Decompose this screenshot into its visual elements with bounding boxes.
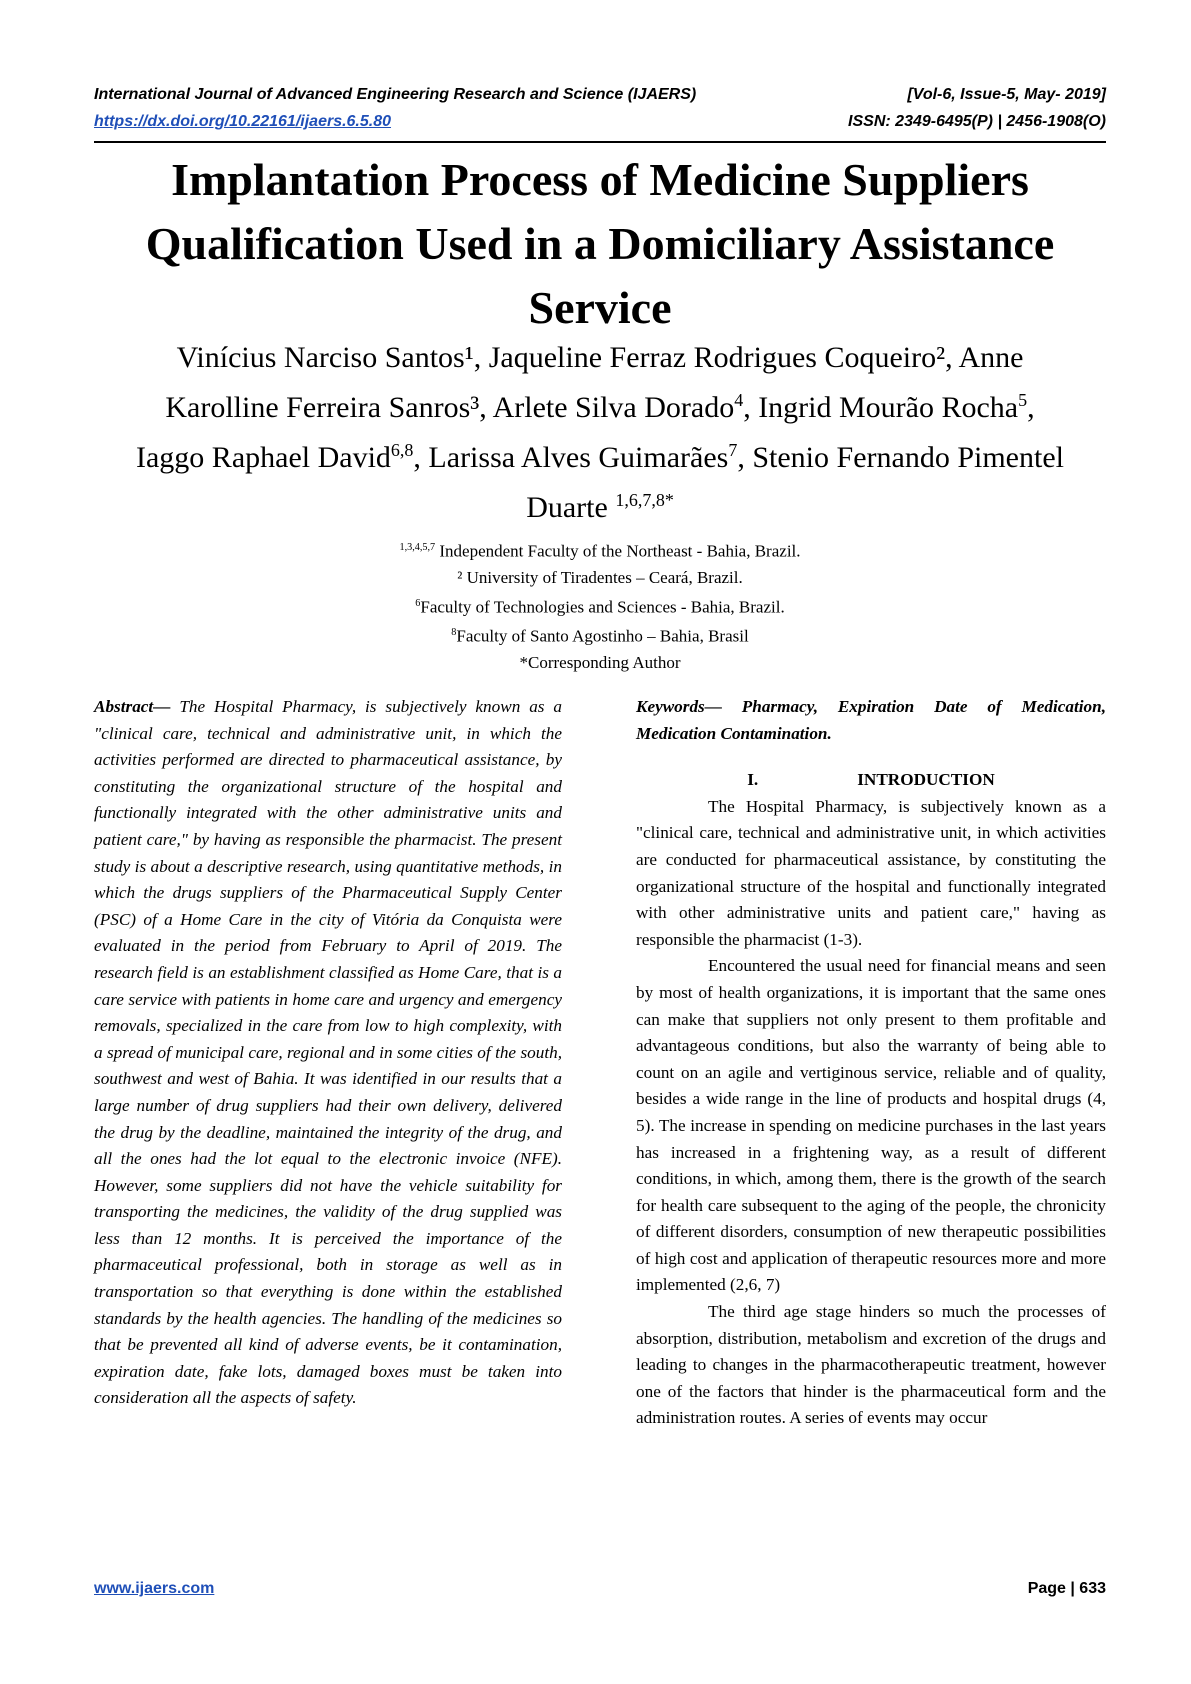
doi-link[interactable]: https://dx.doi.org/10.22161/ijaers.6.5.80 [94, 113, 392, 130]
abstract-text: The Hospital Pharmacy, is subjectively known as a "clinical care, technical and administrative unit, in which the activities performed are directed to pharmaceutical assistance, by constituting the organizational structure of the hospital and functionally integrated with the other administrative units and patient care," by having as responsible the pharmacist. The present study is about a descriptive research, using quantitative methods, in which the drugs suppliers of the Pharmaceutical Supply Center (PSC) of a Home Care in the city of Vitória da Conquista were evaluated in the period from February to April of 2019. The research field is an establishment classified as Home Care, that is a care service with patients in home care and urgency and emergency removals, specialized in the care from low to high complexity, with a spread of municipal care, regional and in some cities of the south, southwest and west of Bahia. It was identified in our results that a large number of drug suppliers had their own delivery, delivered the drug by the deadline, maintained the integrity of the drug, and all the ones had the lot equal to the electronic invoice (NFE). However, some suppliers did not have the vehicle suitability for transporting the medicines, the validity of the drug supplied was less than 12 months. It is perceived the importance of the pharmaceutical professional, both in storage as well as in transportation so that everything is done within the established standards by the health agencies. The handling of the medicines so that be prevented all kind of adverse events, be it contamination, expiration date, fake lots, damaged boxes must be taken into consideration all the aspects of safety. [94, 697, 562, 1408]
right-column [636, 694, 1106, 1432]
page-number: Page | 633 [1027, 1580, 1106, 1597]
section-heading: I. INTRODUCTION [747, 770, 995, 790]
journal-name: International Journal of Advanced Engineering Research and Science (IJAERS) [94, 86, 697, 103]
author-line: Vinícius Narciso Santos¹, Jaqueline Ferraz Rodrigues Coqueiro², Anne [176, 341, 1024, 374]
intro-paragraph-3: The third age stage hinders so much the processes of absorption, distribution, metabolism and excretion of the drugs and leading to changes in the pharmacotherapeutic treatment, however one of the factors that hinder is the pharmaceutical form and the administration routes. A series of events may occur [636, 1302, 1106, 1428]
affiliation: $^{1,3,4,5,7}$ Independent Faculty of the Northeast - Bahia, Brazil. [399, 541, 801, 561]
affiliation: $^6$Faculty of Technologies and Sciences - Bahia, Brazil. [415, 597, 785, 617]
intro-paragraph-2: Encountered the usual need for financial means and seen by most of health organizations, it is important that the same ones can make that suppliers not only present to them profitable and advantageous conditions, but also the warranty of being able to count on an agile and vertiginous service, reliable and of quality, besides a wide range in the line of products and hospital drugs (4, 5). The increase in spending on medicine purchases in the last years has increased in a frightening way, as a result of different conditions, in which, among them, there is the growth of the search for health care subsequent to the aging of the people, the chronicity of different disorders, consumption of new therapeutic possibilities of high cost and application of therapeutic resources more and more implemented (2,6, 7) [636, 956, 1106, 1295]
intro-paragraph-1: The Hospital Pharmacy, is subjectively known as a "clinical care, technical and administrative unit, in which activities are conducted for pharmaceutical assistance, by constituting the organizational structure of the hospital and functionally integrated with other administrative units and patient care," having as responsible the pharmacist (1-3). [636, 796, 1106, 949]
issn: ISSN: 2349-6495(P) | 2456-1908(O) [848, 113, 1106, 130]
author-line: Iaggo Raphael David$^{6,8}$, Larissa Alves Guimarães$^7$, Stenio Fernando Pimentel [136, 440, 1064, 474]
header-rule [94, 141, 1106, 143]
journal-website-link[interactable]: www.ijaers.com [94, 1580, 215, 1597]
abstract [94, 694, 562, 1412]
author-line: Karolline Ferreira Sanros³, Arlete Silva Dorado$^4$, Ingrid Mourão Rocha$^5$, [165, 390, 1035, 424]
author-line: Duarte $^{1,6,7,8*}$ [526, 490, 674, 524]
corresponding-author: *Corresponding Author [519, 652, 681, 672]
keywords: Keywords— Pharmacy, Expiration Date of Medication, Medication Contamination. [636, 697, 1106, 743]
abstract-label: Abstract— [94, 697, 171, 716]
paper-title: Implantation Process of Medicine Suppliers Qualification Used in a Domiciliary Assistance Service [145, 154, 1055, 333]
volume-issue: [Vol-6, Issue-5, May- 2019] [907, 86, 1106, 103]
affiliations [94, 535, 1106, 676]
author-list [94, 336, 1106, 529]
affiliation: $^8$Faculty of Santo Agostinho – Bahia, Brasil [451, 626, 749, 646]
affiliation: ² University of Tiradentes – Ceará, Brazil. [457, 567, 743, 587]
